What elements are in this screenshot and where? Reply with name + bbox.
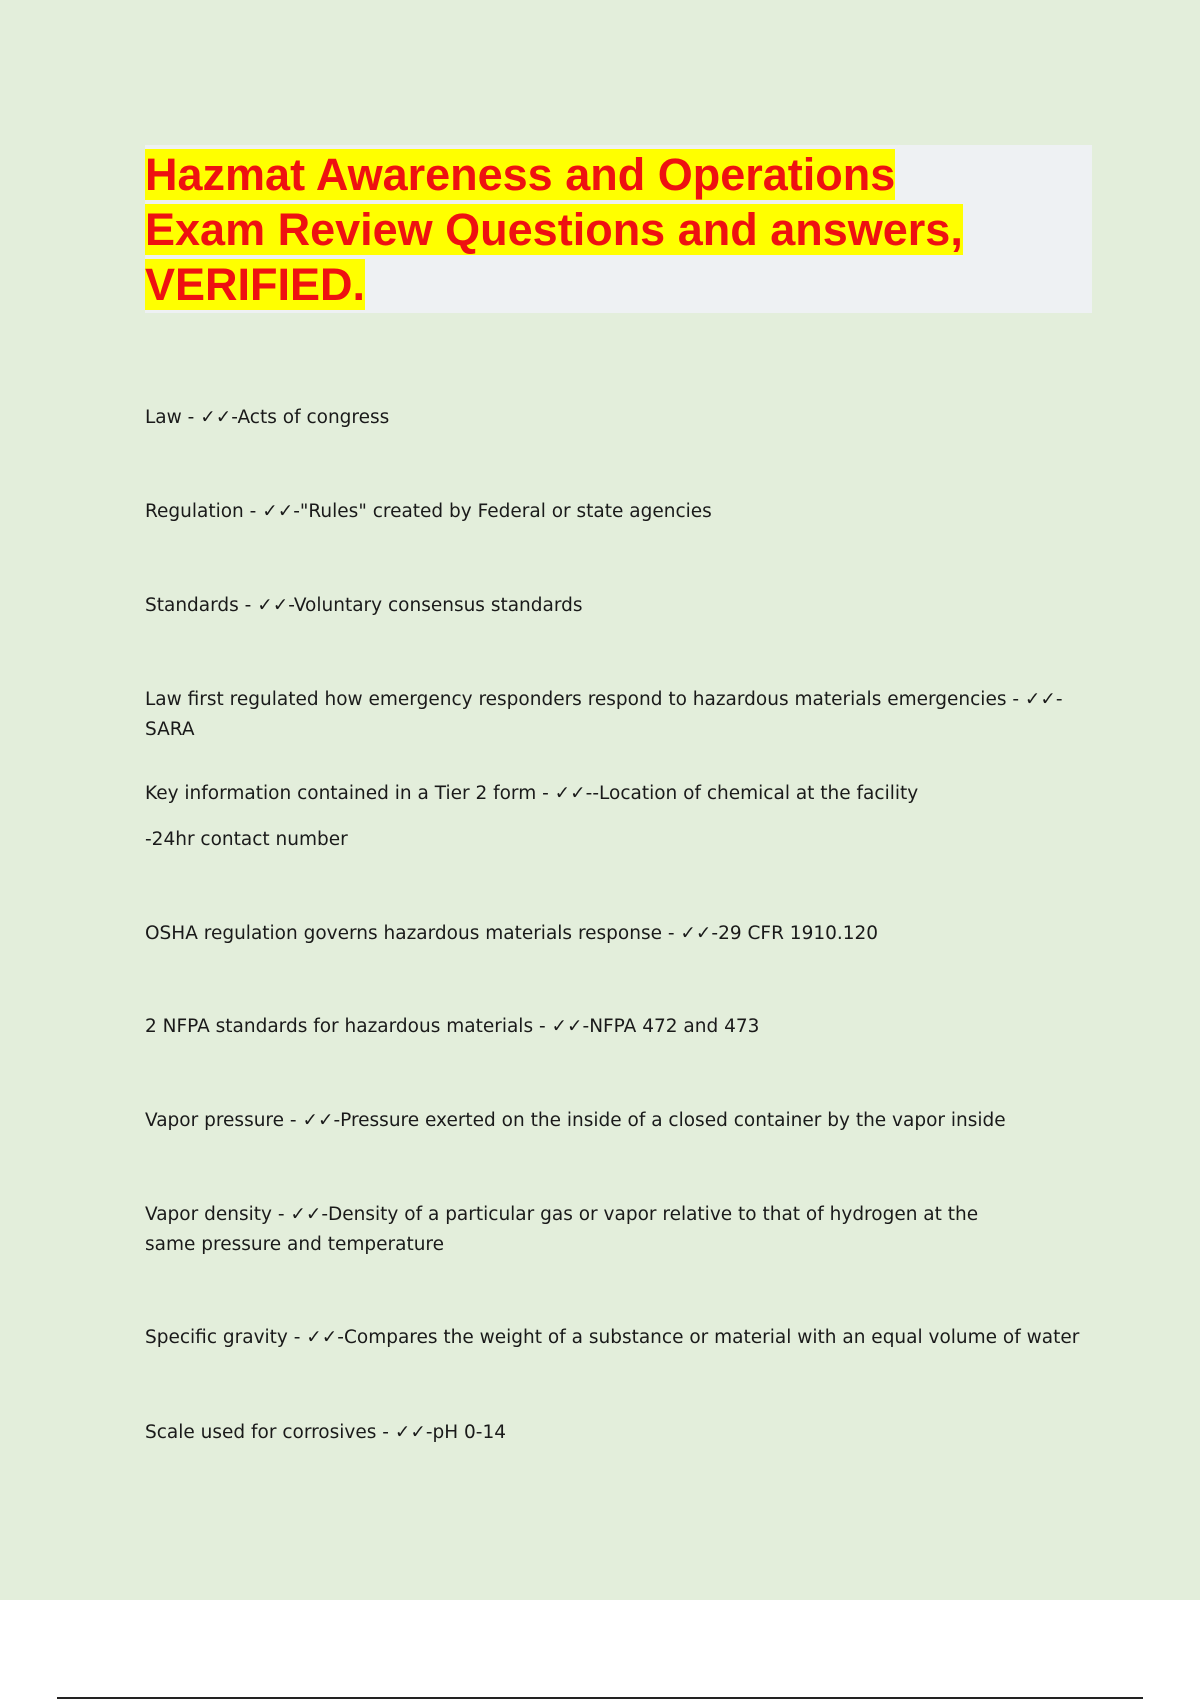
qa-text: Law - ✓✓-Acts of congress xyxy=(145,407,390,428)
qa-text: Vapor density - ✓✓-Density of a particular gas or vapor relative to that of hydrogen at the same pressure and temperature xyxy=(145,1204,979,1255)
qa-text: Vapor pressure - ✓✓-Pressure exerted on the inside of a closed container by the vapor inside xyxy=(145,1110,1006,1131)
qa-text: 2 NFPA standards for hazardous materials - ✓✓-NFPA 472 and 473 xyxy=(145,1016,760,1037)
qa-item-vapor-density xyxy=(145,1200,1025,1260)
qa-item-osha xyxy=(145,919,1105,949)
qa-item-vapor-pressure xyxy=(145,1106,1105,1136)
title-line-2: Exam Review Questions and answers, xyxy=(145,204,963,255)
footer-divider xyxy=(57,1697,1143,1699)
title-box xyxy=(145,145,1092,313)
qa-text: Scale used for corrosives - ✓✓-pH 0-14 xyxy=(145,1422,507,1443)
qa-text: Regulation - ✓✓-"Rules" created by Federal or state agencies xyxy=(145,501,712,522)
qa-item-corrosives xyxy=(145,1418,1105,1448)
qa-item-standards xyxy=(145,591,1105,621)
title-line-1: Hazmat Awareness and Operations xyxy=(145,149,896,200)
qa-text: Standards - ✓✓-Voluntary consensus standards xyxy=(145,595,583,616)
qa-item-law xyxy=(145,403,1105,433)
document-title xyxy=(145,145,1092,312)
qa-text: Specific gravity - ✓✓-Compares the weight of a substance or material with an equal volume of water xyxy=(145,1327,1080,1348)
qa-item-sara xyxy=(145,685,1105,745)
qa-item-nfpa xyxy=(145,1012,1105,1042)
qa-continuation: -24hr contact number xyxy=(145,829,348,850)
qa-text: Key information contained in a Tier 2 form - ✓✓--Location of chemical at the facility xyxy=(145,783,919,804)
qa-text: Law first regulated how emergency responders respond to hazardous materials emergencies - ✓✓-SARA xyxy=(145,689,1063,740)
qa-text: OSHA regulation governs hazardous materials response - ✓✓-29 CFR 1910.120 xyxy=(145,923,879,944)
qa-item-specific-gravity xyxy=(145,1323,1105,1353)
qa-item-tier2 xyxy=(145,779,1105,855)
qa-item-regulation xyxy=(145,497,1105,527)
title-line-3: VERIFIED. xyxy=(145,259,366,310)
